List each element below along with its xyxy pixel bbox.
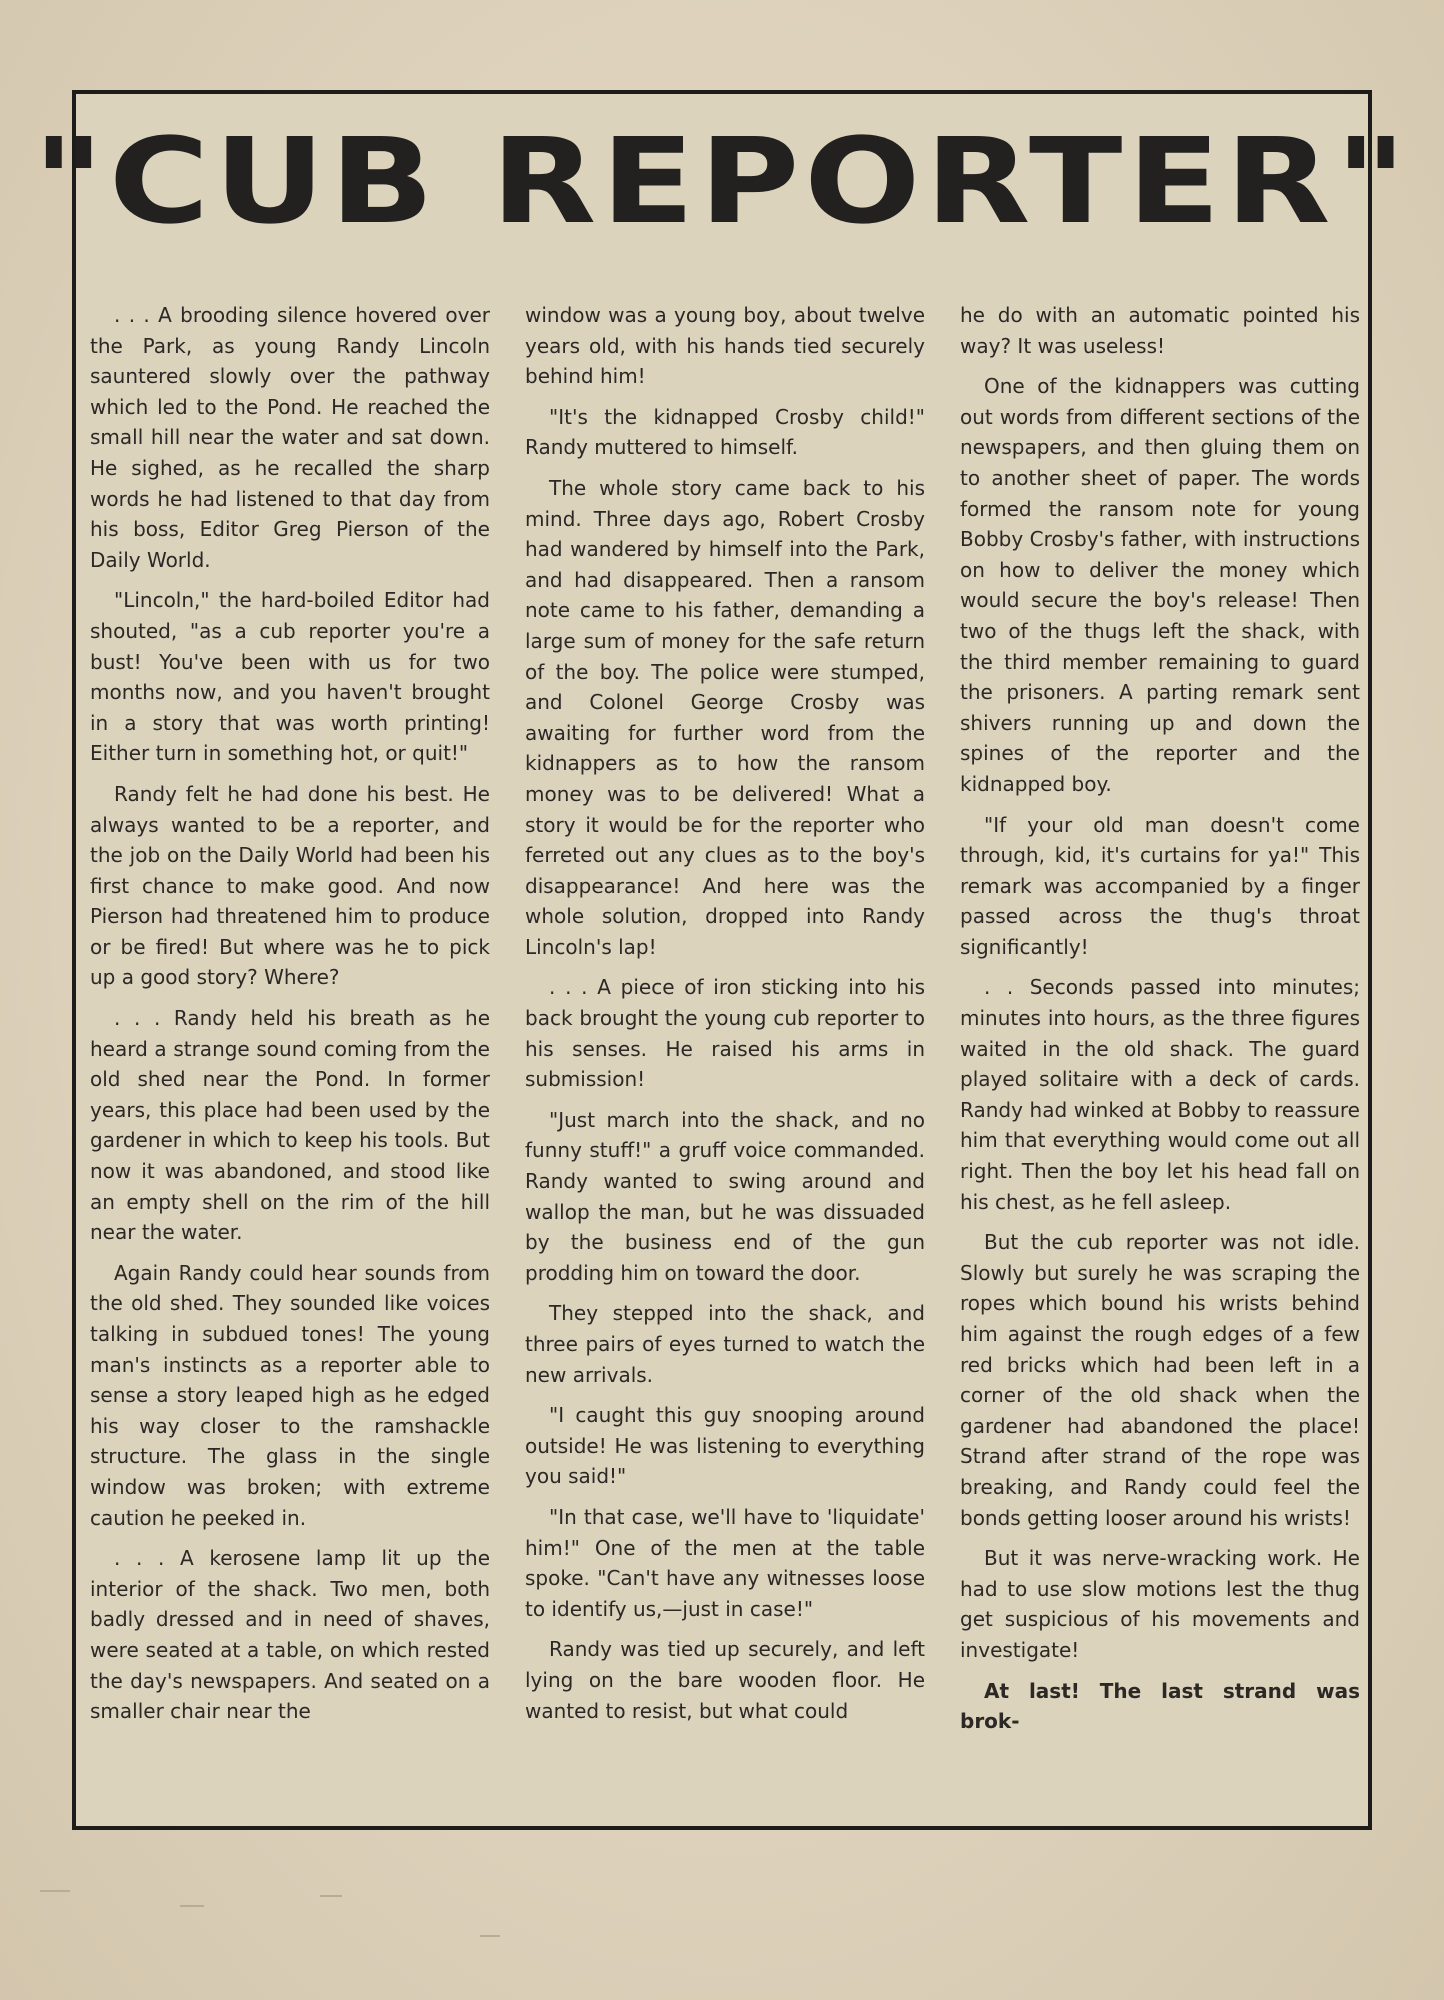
story-paragraph: . . . A brooding silence hovered over the Park, as young Randy Lincoln sauntered slowly over the pathway which led to the Pond. He reached the small hill near the water and sat down. He sighed, as he recalled the sharp words he had listened to that day from his boss, Editor Greg Pierson of the Daily World. [90, 303, 490, 572]
story-paragraph: "Just march into the shack, and no funny stuff!" a gruff voice commanded. Randy wanted to swing around and wallop the man, but he was dissuaded by the business end of the gun prodding him on toward the door. [525, 1107, 925, 1285]
story-paragraph: "Lincoln," the hard-boiled Editor had shouted, "as a cub reporter you're a bust! You've been with us for two months now, and you haven't brought in a story that was worth printing! Either turn in something hot, or quit!" [90, 588, 490, 766]
story-paragraph: "In that case, we'll have to 'liquidate' him!" One of the men at the table spoke. "Can't have any witnesses loose to identify us,—just in case!" [525, 1504, 925, 1621]
story-paragraph: Randy was tied up securely, and left lying on the bare wooden floor. He wanted to resist, but what could [525, 1637, 925, 1723]
story-paragraph: But it was nerve-wracking work. He had to use slow motions lest the thug get suspicious of his movements and investigate! [960, 1546, 1360, 1662]
story-title: "CUB REPORTER" [32, 112, 1412, 250]
page-crease-mark [480, 1935, 500, 1937]
story-paragraph: . . Seconds passed into minutes; minutes into hours, as the three figures waited in the old shack. The guard played solitaire with a deck of cards. Randy had winked at Bobby to reassure him that everything would come out all right. Then the boy let his head fall on his chest, as he fell asleep. [960, 975, 1360, 1214]
story-paragraph: . . . A kerosene lamp lit up the interior of the shack. Two men, both badly dressed and in need of shaves, were seated at a table, on which rested the day's newspapers. And seated on a smaller chair near the [90, 1546, 490, 1724]
story-paragraph: The whole story came back to his mind. Three days ago, Robert Crosby had wandered by himself into the Park, and had disappeared. Then a ransom note came to his father, demanding a large sum of money for the safe return of the boy. The police were stumped, and Colonel George Crosby was awaiting for further word from the kidnappers as to how the ransom money was to be delivered! What a story it would be for the reporter who ferreted out any clues as to the boy's disappearance! And here was the whole solution, dropped into Randy Lincoln's lap! [525, 475, 925, 959]
page-crease-mark [320, 1895, 342, 1897]
story-paragraph: "It's the kidnapped Crosby child!" Randy muttered to himself. [525, 404, 925, 460]
story-paragraph: At last! The last strand was brok- [960, 1678, 1360, 1734]
story-paragraph: window was a young boy, about twelve years old, with his hands tied securely behind him! [525, 303, 925, 389]
story-paragraph: "If your old man doesn't come through, kid, it's curtains for ya!" This remark was accompanied by a finger passed across the thug's throat significantly! [960, 812, 1360, 959]
story-paragraph: But the cub reporter was not idle. Slowly but surely he was scraping the ropes which bound his wrists behind him against the rough edges of a few red bricks which had been left in a corner of the old shack when the gardener had abandoned the place! Strand after strand of the rope was breaking, and Randy could feel the bonds getting looser around his wrists! [960, 1230, 1360, 1530]
story-paragraph: Randy felt he had done his best. He always wanted to be a reporter, and the job on the Daily World had been his first chance to make good. And now Pierson had threatened him to produce or be fired! But where was he to pick up a good story? Where? [90, 781, 490, 990]
page-crease-mark [40, 1890, 70, 1892]
story-paragraph: One of the kidnappers was cutting out words from different sections of the newspapers, and then gluing them on to another sheet of paper. The words formed the ransom note for young Bobby Crosby's father, with instructions on how to deliver the money which would secure the boy's release! Then two of the thugs left the shack, with the third member remaining to guard the prisoners. A parting remark sent shivers running up and down the spines of the reporter and the kidnapped boy. [960, 374, 1360, 796]
story-columns [90, 300, 1360, 1810]
story-paragraph: Again Randy could hear sounds from the old shed. They sounded like voices talking in subdued tones! The young man's instincts as a reporter able to sense a story leaped high as he edged his way closer to the ramshackle structure. The glass in the single window was broken; with extreme caution he peeked in. [90, 1260, 490, 1530]
story-paragraph: he do with an automatic pointed his way? It was useless! [960, 303, 1360, 358]
story-paragraph: "I caught this guy snooping around outside! He was listening to everything you said!" [525, 1403, 925, 1489]
story-paragraph: . . . A piece of iron sticking into his back brought the young cub reporter to his senses. He raised his arms in submission! [525, 975, 925, 1092]
column-3 [960, 300, 1360, 1810]
story-paragraph: They stepped into the shack, and three pairs of eyes turned to watch the new arrivals. [525, 1301, 925, 1387]
text-story-panel [32, 90, 1412, 1830]
column-2 [525, 300, 925, 1810]
page-crease-mark [180, 1905, 204, 1907]
story-paragraph: . . . Randy held his breath as he heard a strange sound coming from the old shed near the Pond. In former years, this place had been used by the gardener in which to keep his tools. But now it was abandoned, and stood like an empty shell on the rim of the hill near the water. [90, 1006, 490, 1245]
column-1 [90, 300, 490, 1810]
